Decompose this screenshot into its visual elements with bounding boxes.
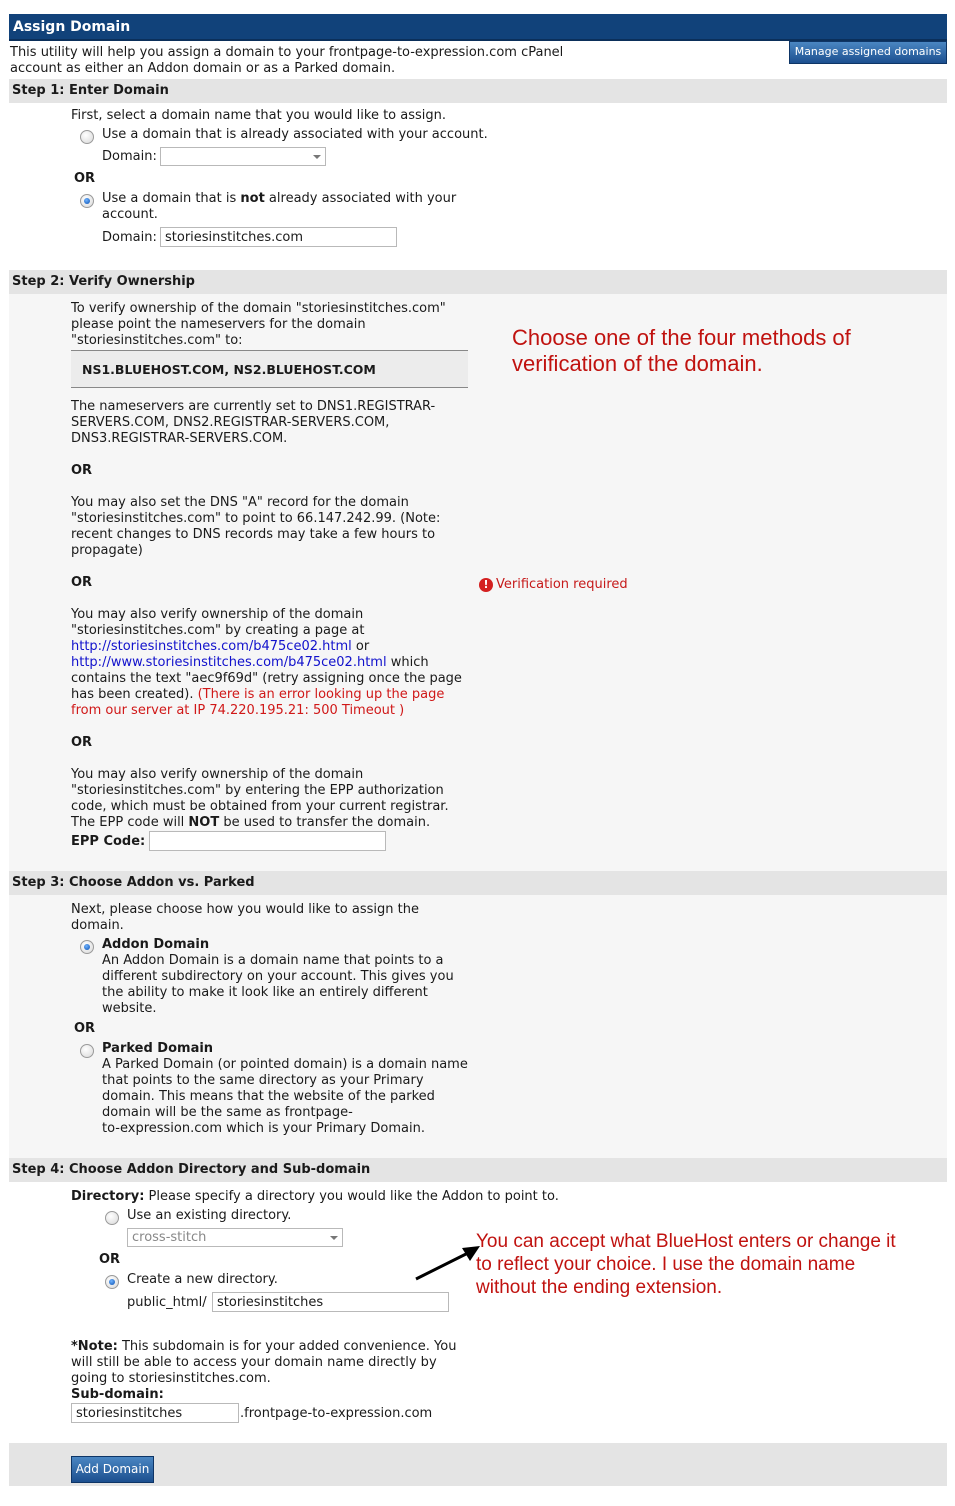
nameserver-values: NS1.BLUEHOST.COM, NS2.BLUEHOST.COM xyxy=(82,362,376,377)
add-domain-button[interactable]: Add Domain xyxy=(71,1456,154,1483)
current-ns-line-1: The nameservers are currently set to DNS1.REGISTRAR- xyxy=(71,399,436,414)
verify-page-error-1: (There is an error looking up the page xyxy=(197,687,445,702)
ns-instruction xyxy=(71,301,446,349)
addon-line-2: different subdirectory on your account. This gives you xyxy=(102,969,454,984)
ns-line-1: To verify ownership of the domain "storiesinstitches.com" xyxy=(71,301,446,316)
new-directory-radio[interactable] xyxy=(105,1275,119,1289)
new-domain-input[interactable]: storiesinstitches.com xyxy=(160,227,397,247)
warning-icon: ! xyxy=(479,578,493,592)
existing-directory-select[interactable] xyxy=(127,1228,343,1247)
existing-domain-select[interactable] xyxy=(160,147,326,166)
a-record-line-4: propagate) xyxy=(71,543,143,558)
a-record-line-3: recent changes to DNS records may take a few hours to xyxy=(71,527,436,542)
annotation-directory-line-1: You can accept what BlueHost enters or change it xyxy=(476,1231,896,1252)
step3-heading: Step 3: Choose Addon vs. Parked xyxy=(12,875,255,890)
intro-line-1: This utility will help you assign a domain to your frontpage-to-expression.com cPanel xyxy=(10,45,564,60)
verify-page-line-2: "storiesinstitches.com" by creating a page at xyxy=(71,623,365,638)
existing-directory-radio[interactable] xyxy=(105,1211,119,1225)
annotation-arrow-icon xyxy=(410,1240,485,1285)
new-domain-radio[interactable] xyxy=(80,194,94,208)
epp-line-4-post: be used to transfer the domain. xyxy=(219,815,431,830)
epp-line-2: "storiesinstitches.com" by entering the EPP authorization xyxy=(71,783,444,798)
step1-header xyxy=(9,79,947,103)
step4-or: OR xyxy=(99,1252,121,1267)
new-domain-label-pre: Use a domain that is xyxy=(102,191,241,206)
annotation-verify-line-2: verification of the domain. xyxy=(512,351,763,376)
chevron-down-icon xyxy=(330,1236,338,1240)
step1-instruction: First, select a domain name that you would like to assign. xyxy=(71,108,447,123)
step2-or-3: OR xyxy=(71,735,93,750)
directory-instr: Please specify a directory you would like the Addon to point to. xyxy=(144,1189,559,1204)
parked-line-3: domain. This means that the website of the parked xyxy=(102,1089,435,1104)
parked-domain-title: Parked Domain xyxy=(102,1041,214,1056)
step1-or: OR xyxy=(74,171,96,186)
verify-page-link-1[interactable]: http://storiesinstitches.com/b475ce02.html xyxy=(71,639,352,654)
step3-header xyxy=(9,871,947,895)
parked-line-1: A Parked Domain (or pointed domain) is a domain name xyxy=(102,1057,468,1072)
new-domain-label xyxy=(102,191,482,207)
intro-line-2: account as either an Addon domain or as a Parked domain. xyxy=(10,61,396,76)
ns-line-3: "storiesinstitches.com" to: xyxy=(71,333,243,348)
page-title: Assign Domain xyxy=(13,19,131,35)
new-domain-label-bold: not xyxy=(240,191,265,206)
directory-label: Directory: xyxy=(71,1189,145,1204)
annotation-directory-line-2: to reflect your choice. I use the domain name xyxy=(476,1254,856,1275)
epp-line-3: code, which must be obtained from your current registrar. xyxy=(71,799,449,814)
verify-page-text xyxy=(71,607,491,719)
step3-or: OR xyxy=(74,1021,96,1036)
chevron-down-icon xyxy=(313,155,321,159)
step2-heading: Step 2: Verify Ownership xyxy=(12,274,195,289)
existing-directory-value: cross-stitch xyxy=(132,1230,207,1245)
a-record-line-2: "storiesinstitches.com" to point to 66.147.242.99. (Note: xyxy=(71,511,441,526)
annotation-verify-line-1: Choose one of the four methods of xyxy=(512,325,851,350)
parked-line-5: to-expression.com which is your Primary Domain. xyxy=(102,1121,425,1136)
parked-domain-option xyxy=(102,1041,468,1137)
current-nameservers xyxy=(71,399,435,447)
step4-heading: Step 4: Choose Addon Directory and Sub-domain xyxy=(12,1162,371,1177)
epp-line-4-pre: The EPP code will xyxy=(71,815,189,830)
manage-assigned-domains-button[interactable]: Manage assigned domains xyxy=(789,41,947,64)
existing-domain-field-label: Domain: xyxy=(102,149,157,164)
step3-instruction xyxy=(71,902,419,934)
current-ns-line-3: DNS3.REGISTRAR-SERVERS.COM. xyxy=(71,431,288,446)
verify-page-error-2: from our server at IP 74.220.195.21: 500 Timeout ) xyxy=(71,703,405,718)
new-domain-field-label: Domain: xyxy=(102,230,157,245)
parked-line-2: that points to the same directory as your Primary xyxy=(102,1073,424,1088)
a-record-line-1: You may also set the DNS "A" record for the domain xyxy=(71,495,409,510)
parked-line-4: domain will be the same as frontpage- xyxy=(102,1105,353,1120)
new-domain-label-post: already associated with your xyxy=(264,191,457,206)
current-ns-line-2: SERVERS.COM, DNS2.REGISTRAR-SERVERS.COM, xyxy=(71,415,390,430)
public-html-label: public_html/ xyxy=(127,1295,207,1310)
addon-domain-radio[interactable] xyxy=(80,940,94,954)
existing-domain-radio[interactable] xyxy=(80,130,94,144)
subdomain-suffix: .frontpage-to-expression.com xyxy=(240,1406,433,1421)
annotation-directory-line-3: without the ending extension. xyxy=(476,1277,723,1298)
step2-or-1: OR xyxy=(71,463,93,478)
title-bar xyxy=(9,14,947,41)
note-line-1: This subdomain is for your added convenience. You xyxy=(117,1339,457,1354)
epp-code-input[interactable] xyxy=(149,831,386,851)
a-record-text xyxy=(71,495,440,559)
intro-text xyxy=(10,45,610,77)
subdomain-note xyxy=(71,1339,491,1387)
addon-line-3: the ability to make it look like an entirely different xyxy=(102,985,428,1000)
subdomain-input[interactable]: storiesinstitches xyxy=(71,1403,239,1423)
verification-status: Verification required xyxy=(496,577,628,592)
step1-heading: Step 1: Enter Domain xyxy=(12,83,169,98)
epp-text xyxy=(71,767,491,831)
step4-header xyxy=(9,1158,947,1182)
epp-line-4-bold: NOT xyxy=(188,815,220,830)
annotation-verify xyxy=(512,325,851,377)
annotation-directory xyxy=(476,1230,896,1299)
addon-domain-title: Addon Domain xyxy=(102,937,210,952)
verify-page-which: which xyxy=(386,655,429,670)
step3-instr-line-2: domain. xyxy=(71,918,124,933)
addon-line-4: website. xyxy=(102,1001,157,1016)
subdomain-label: Sub-domain: xyxy=(71,1387,164,1402)
note-line-3: going to storiesinstitches.com. xyxy=(71,1371,271,1386)
new-domain-label-line2: account. xyxy=(102,207,158,222)
epp-line-1: You may also verify ownership of the domain xyxy=(71,767,364,782)
directory-instruction xyxy=(71,1189,559,1205)
ns-line-2: please point the nameservers for the domain xyxy=(71,317,366,332)
parked-domain-radio[interactable] xyxy=(80,1044,94,1058)
step3-instr-line-1: Next, please choose how you would like to assign the xyxy=(71,902,419,917)
verify-page-line-5: contains the text "aec9f69d" (retry assigning once the page xyxy=(71,671,462,686)
verify-page-link-2[interactable]: http://www.storiesinstitches.com/b475ce02.html xyxy=(71,655,387,670)
existing-directory-label: Use an existing directory. xyxy=(127,1208,292,1223)
addon-domain-option xyxy=(102,937,454,1017)
verify-page-line-1: You may also verify ownership of the domain xyxy=(71,607,364,622)
nameserver-box xyxy=(71,350,468,388)
note-line-2: will still be able to access your domain name directly by xyxy=(71,1355,437,1370)
verify-page-or: or xyxy=(351,639,370,654)
addon-line-1: An Addon Domain is a domain name that points to a xyxy=(102,953,444,968)
verify-page-line-6: has been created). xyxy=(71,687,198,702)
new-directory-label: Create a new directory. xyxy=(127,1272,278,1287)
new-directory-input[interactable]: storiesinstitches xyxy=(212,1292,449,1312)
step2-or-2: OR xyxy=(71,575,93,590)
note-bold: *Note: xyxy=(71,1339,118,1354)
step2-header xyxy=(9,270,947,294)
existing-domain-label: Use a domain that is already associated with your account. xyxy=(102,127,488,142)
epp-code-label: EPP Code: xyxy=(71,834,146,849)
